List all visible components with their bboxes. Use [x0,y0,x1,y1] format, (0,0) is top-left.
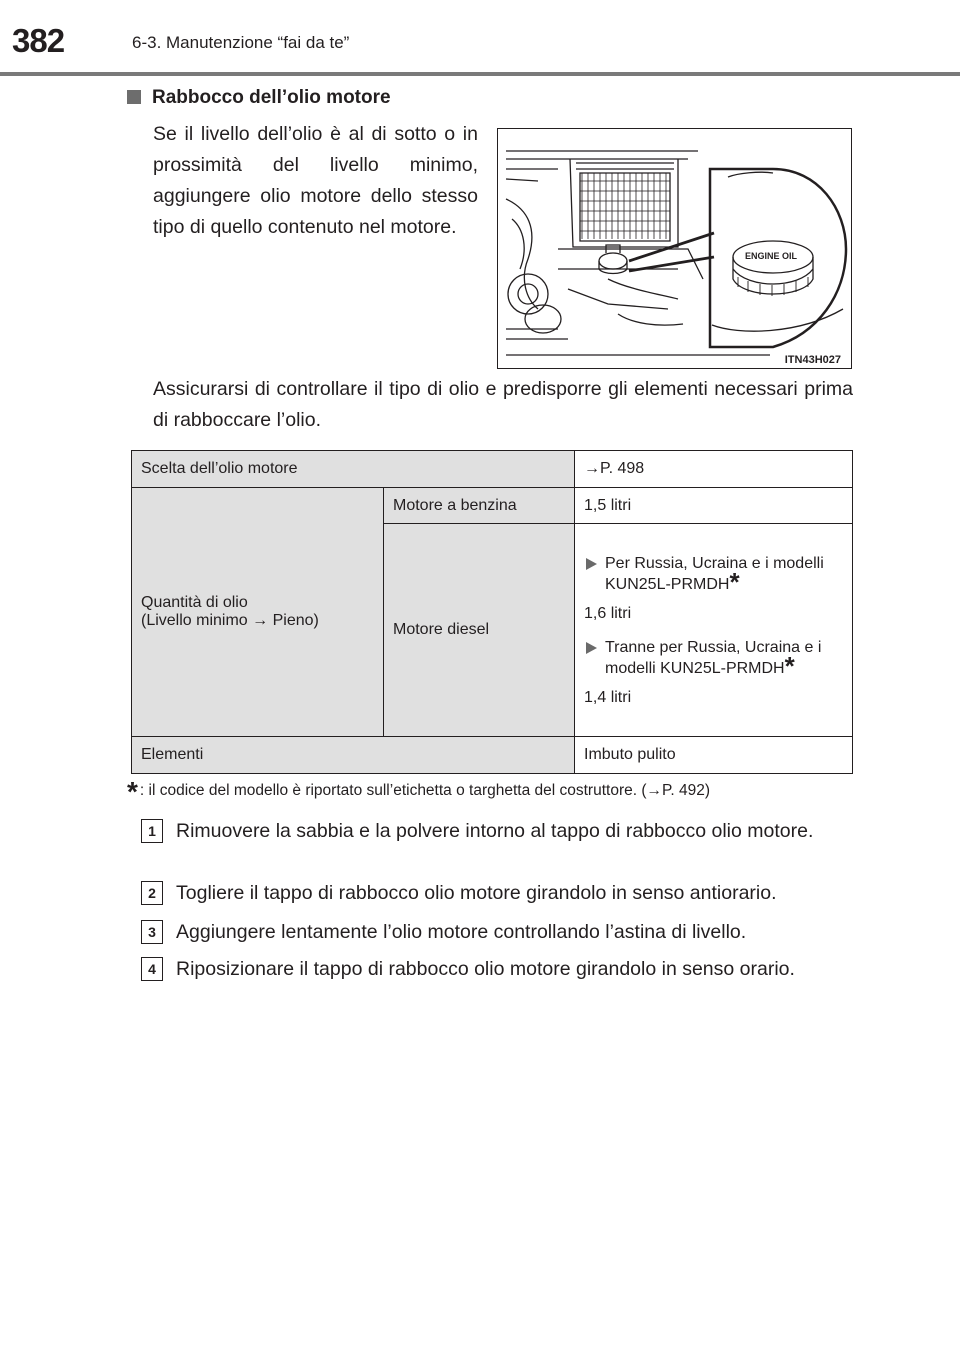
intro-paragraph: Se il livello dell’olio è al di sotto o in prossimità del livello minimo, aggiungere olio motore dello stesso tipo di quello contenuto nel motore. [153,123,478,238]
footnote [127,776,710,807]
step-text: Riposizionare il tappo di rabbocco olio motore girandolo in senso orario. [176,958,795,980]
table-row [132,488,853,524]
arrow-icon: → [584,460,600,477]
step-number: 1 [141,819,163,843]
engine-oil-cap-illustration [497,128,852,369]
subheading [127,87,391,109]
diesel-engine-label: Motore diesel [384,524,575,737]
arrow-icon: → [646,782,663,799]
diesel-case-2-text: Tranne per Russia, Ucraina e i modelli KUN25L-PRMDH [605,639,822,677]
cap-label: ENGINE OIL [745,251,798,261]
step-number: 2 [141,881,163,905]
step-number: 4 [141,957,163,981]
oil-choice-label: Scelta dell’olio motore [132,451,575,488]
table-row [132,451,853,488]
diesel-case-2 [584,637,843,679]
engine-bay-drawing [498,129,852,369]
petrol-engine-value: 1,5 litri [575,488,853,524]
step-3 [141,917,853,948]
items-label: Elementi [132,737,575,774]
diesel-value-1: 1,6 litri [584,605,632,622]
oil-quantity-label [132,488,384,737]
figure-code: ITN43H027 [784,354,841,366]
step-text: Rimuovere la sabbia e la polvere intorno al tappo di rabbocco olio motore. [176,820,814,842]
section-title: 6-3. Manutenzione “fai da te” [132,33,350,52]
step-number: 3 [141,920,163,944]
items-value: Imbuto pulito [575,737,853,774]
full-level-text: Pieno) [272,612,319,629]
petrol-engine-label: Motore a benzina [384,488,575,524]
arrow-icon: → [252,612,269,629]
oil-quantity-line1: Quantità di olio [141,594,248,611]
square-bullet-icon [127,90,141,104]
page-ref: P. 498 [600,460,645,477]
subheading-text: Rabbocco dell’olio motore [152,87,391,108]
header-rule [0,72,960,76]
asterisk-icon: * [729,567,740,597]
step-text: Togliere il tappo di rabbocco olio motore girandolo in senso antiorario. [176,882,777,904]
page-number: 382 [12,22,65,59]
oil-quantity-line2 [141,612,374,630]
oil-spec-table [131,450,853,774]
step-1 [141,816,853,847]
diesel-engine-values [575,524,853,737]
diesel-case-1-text: Per Russia, Ucraina e i modelli KUN25L-PRMDH [605,555,824,593]
check-paragraph: Assicurarsi di controllare il tipo di olio e predisporre gli elementi necessari prima di rabboccare l’olio. [153,378,853,431]
asterisk-icon: * [784,651,795,681]
min-level-text: (Livello minimo [141,612,248,629]
diesel-value-2: 1,4 litri [584,689,632,706]
step-4 [141,954,853,985]
footnote-ref: P. 492) [662,782,710,799]
step-text: Aggiungere lentamente l’olio motore controllando l’astina di livello. [176,921,747,943]
oil-choice-ref [575,451,853,488]
diesel-case-1 [584,553,843,595]
step-2 [141,878,853,909]
footnote-text: : il codice del modello è riportato sull’etichetta o targhetta del costruttore. ( [139,782,647,799]
table-row [132,737,853,774]
asterisk-icon: * [127,776,138,807]
